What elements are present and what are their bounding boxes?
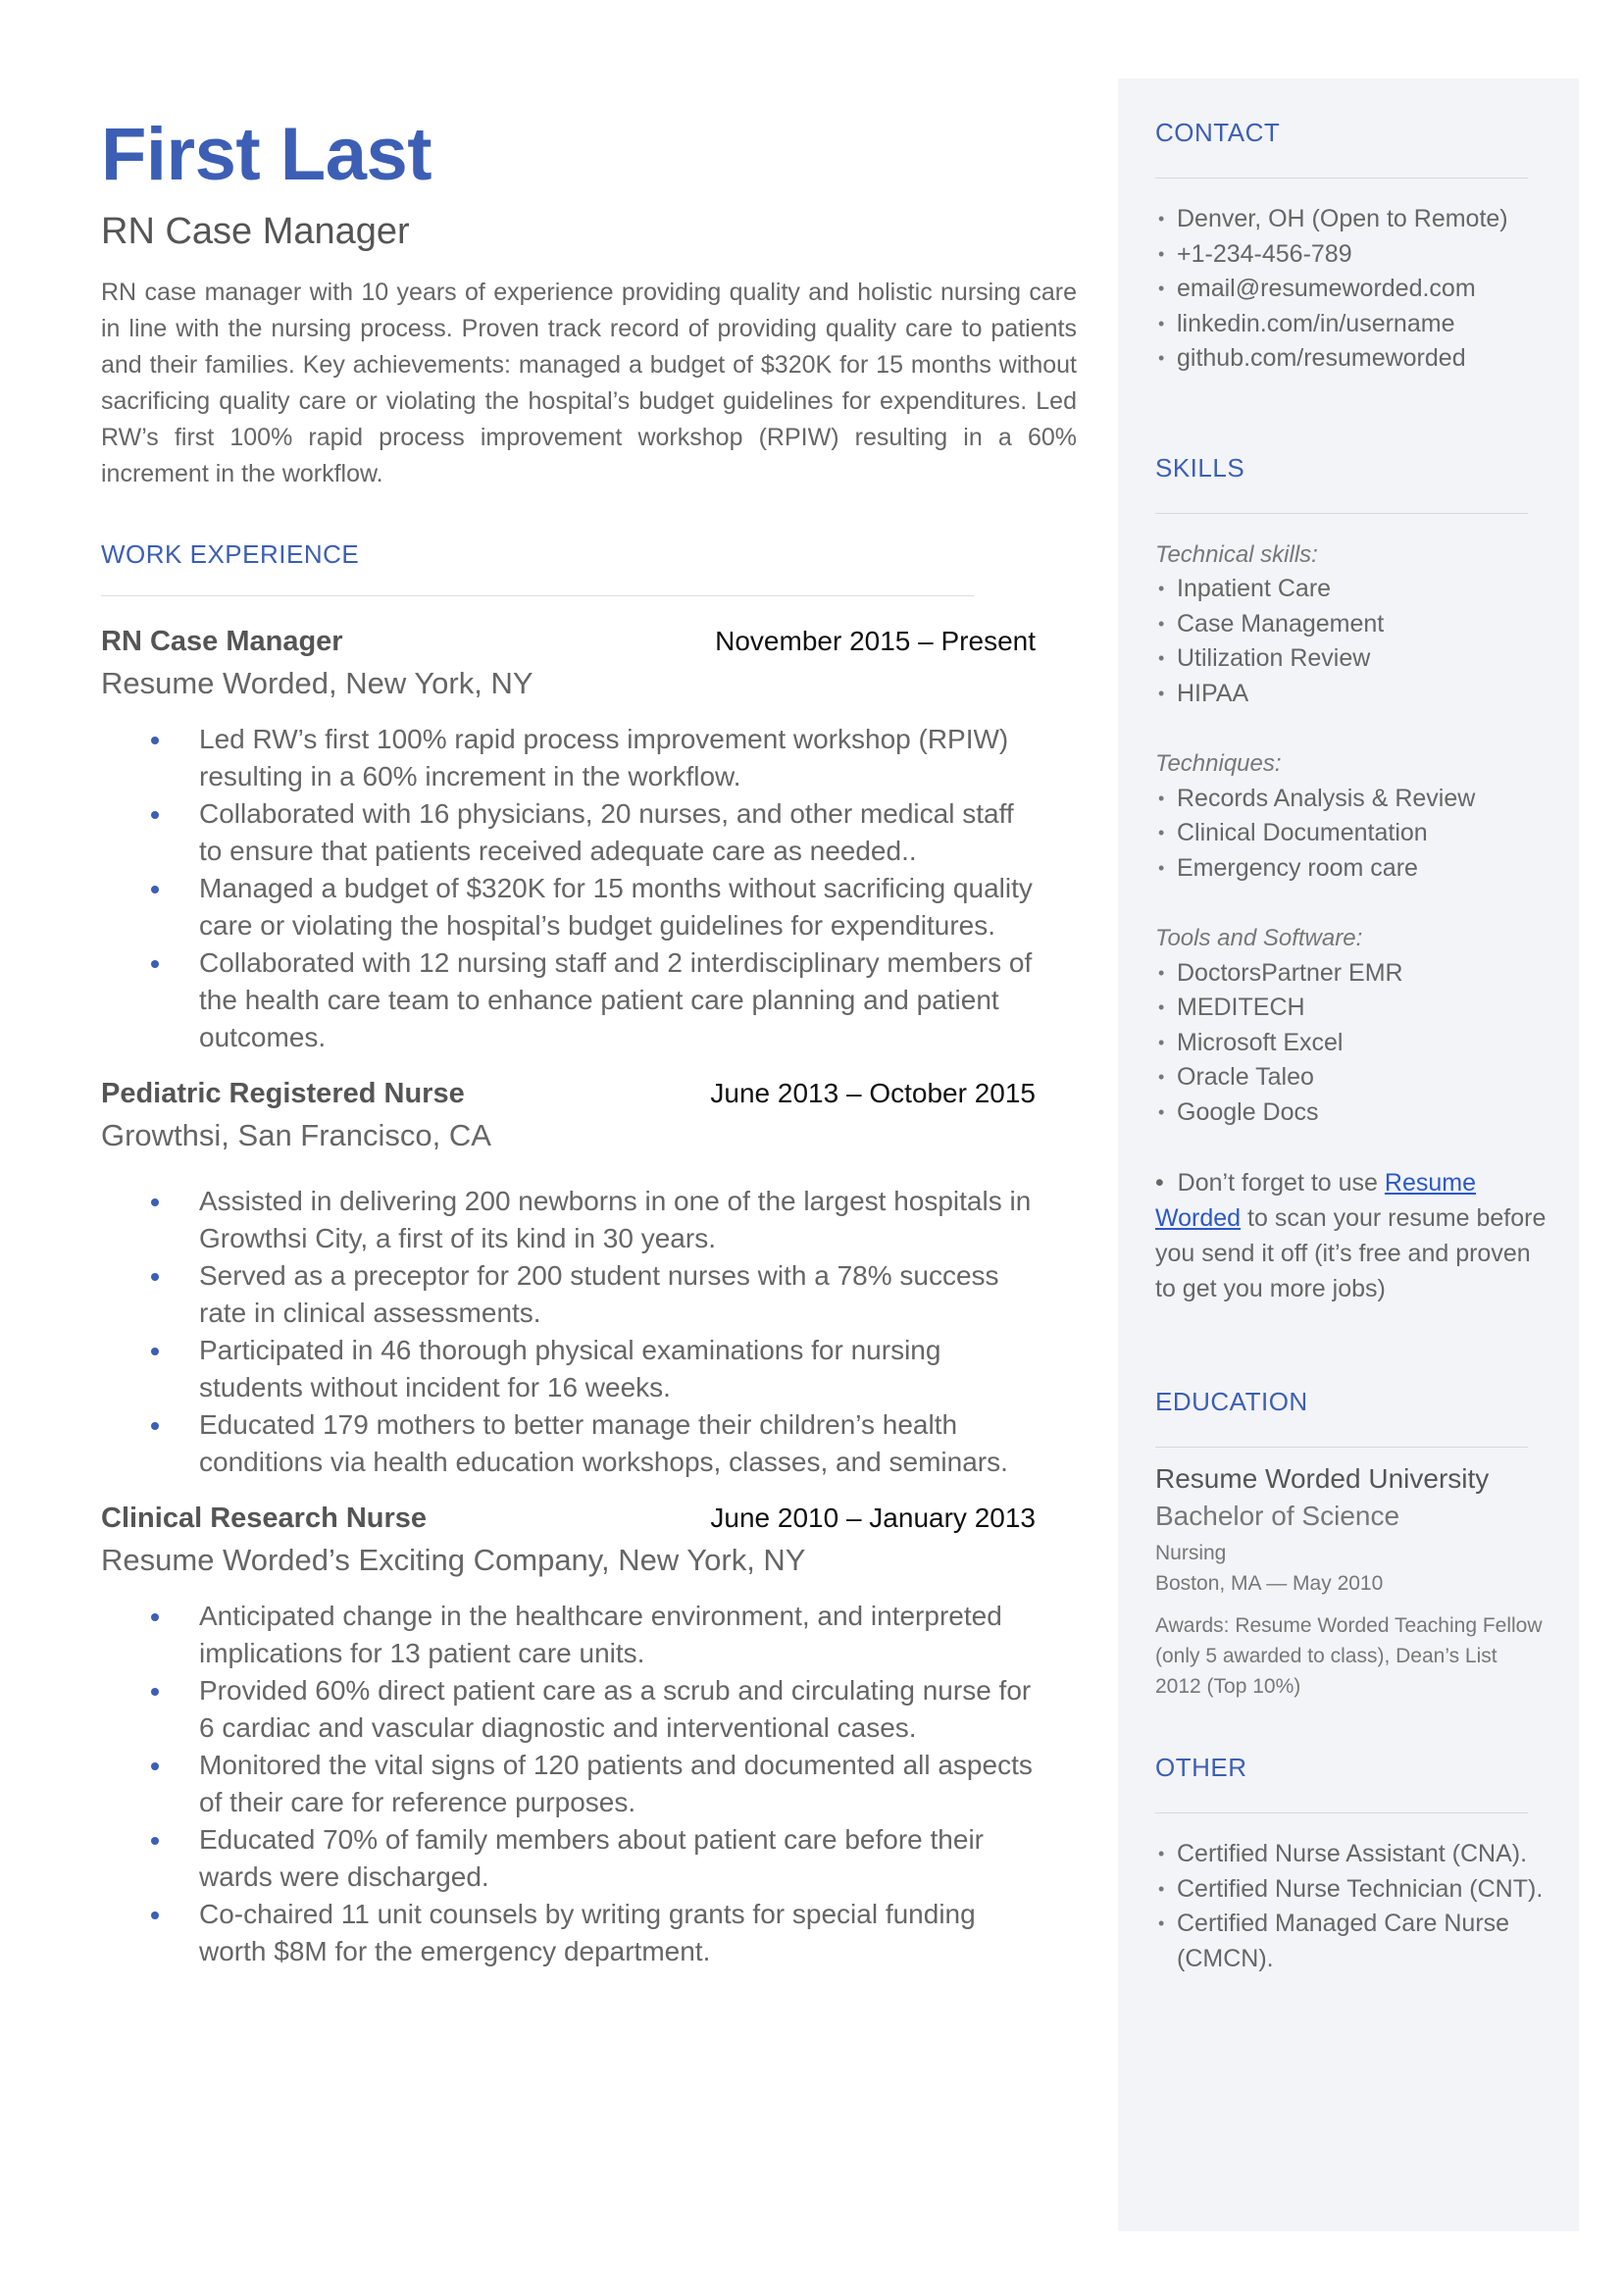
bullet-text: Participated in 46 thorough physical examinations for nursing students without incident for 16 weeks. (199, 1334, 941, 1402)
certification-item (1155, 1907, 1548, 1976)
bullet-icon: • (1158, 1067, 1165, 1087)
bullet-icon: • (1158, 683, 1165, 703)
bullet-icon (151, 1198, 159, 1206)
skill-item (1155, 1060, 1548, 1096)
bullet-item (101, 1183, 1036, 1257)
job-entry-title: Pediatric Registered Nurse (101, 1077, 465, 1109)
job-entry-company: Growthsi, San Francisco, CA (101, 1117, 491, 1152)
bullet-item (101, 1332, 1036, 1406)
education-awards: Awards: Resume Worded Teaching Fellow (only 5 awarded to class), Dean’s List 2012 (Top 10%) (1155, 1614, 1543, 1698)
contact-text: linkedin.com/in/username (1177, 309, 1455, 337)
sidebar (1118, 78, 1579, 2231)
resume-worded-tip (1155, 1165, 1548, 1306)
certification-text: Certified Managed Care Nurse (CMCN). (1177, 1910, 1510, 1972)
bullet-icon (151, 960, 159, 968)
contact-location (1155, 202, 1548, 237)
contact-linkedin (1155, 307, 1548, 342)
contact-heading: CONTACT (1155, 118, 1281, 147)
tip-text: to scan your resume before you send it off (it’s free and proven to get you more jobs) (1155, 1204, 1547, 1302)
skill-item (1155, 782, 1548, 817)
section-divider (1155, 1447, 1528, 1448)
education-field: Nursing (1155, 1542, 1227, 1564)
contact-phone (1155, 237, 1548, 273)
job-entry (101, 1503, 1036, 1970)
bullet-text: Collaborated with 12 nursing staff and 2 interdisciplinary members of the health care team to enhance patient care planning and patient outcomes. (199, 946, 1033, 1052)
skill-text: Records Analysis & Review (1177, 784, 1476, 812)
bullet-icon (151, 1762, 159, 1770)
bullet-text: Collaborated with 16 physicians, 20 nurses, and other medical staff to ensure that patients received adequate care as needed.. (199, 797, 1014, 866)
bullet-icon (151, 1273, 159, 1281)
skill-item (1155, 641, 1548, 677)
skill-text: Microsoft Excel (1177, 1028, 1344, 1056)
bullet-icon: • (1158, 823, 1165, 842)
bullet-text: Co-chaired 11 unit counsels by writing grants for special funding worth $8M for the emergency department. (199, 1898, 976, 1966)
bullet-icon (151, 811, 159, 819)
job-entry-dates: November 2015 – Present (715, 625, 1036, 656)
bullet-icon (151, 1688, 159, 1696)
bullet-icon (151, 737, 159, 744)
job-entry-company: Resume Worded’s Exciting Company, New York, NY (101, 1542, 806, 1577)
skill-item (1155, 607, 1548, 642)
main-column (101, 113, 1077, 1970)
job-entry-company: Resume Worded, New York, NY (101, 665, 533, 700)
skill-item (1155, 956, 1548, 992)
skill-text: Emergency room care (1177, 853, 1418, 882)
skills-group-technical (1155, 537, 1548, 712)
bullet-icon (151, 1912, 159, 1919)
bullet-text: Assisted in delivering 200 newborns in one of the largest hospitals in Growthsi City, a first of its kind in 30 years. (199, 1185, 1032, 1253)
skill-text: Clinical Documentation (1177, 819, 1428, 846)
bullet-text: Served as a preceptor for 200 student nurses with a 78% success rate in clinical assessments. (199, 1259, 999, 1328)
skill-text: DoctorsPartner EMR (1177, 958, 1403, 987)
skill-item (1155, 851, 1548, 887)
skills-heading: SKILLS (1155, 452, 1245, 483)
bullet-item (101, 1257, 1036, 1332)
other-list (1155, 1837, 1548, 1976)
bullet-text: Provided 60% direct patient care as a scrub and circulating nurse for 6 cardiac and vascular diagnostic and interventional cases. (199, 1674, 1032, 1743)
resume-worded-link[interactable]: Resume Worded (1155, 1169, 1476, 1232)
bullet-text: Managed a budget of $320K for 15 months without sacrificing quality care or violating the hospital’s budget guidelines for expenditures. (199, 872, 1033, 941)
bullet-icon: • (1158, 579, 1165, 598)
bullet-item (101, 1672, 1036, 1747)
bullet-item (101, 1821, 1036, 1896)
bullet-text: Monitored the vital signs of 120 patients and documented all aspects of their care for reference purposes. (199, 1749, 1033, 1817)
skill-item (1155, 991, 1548, 1026)
bullet-icon: • (1158, 313, 1165, 333)
job-entry-dates: June 2013 – October 2015 (710, 1077, 1036, 1108)
bullet-icon: • (1158, 1101, 1165, 1122)
bullet-icon: • (1158, 613, 1165, 634)
skill-item (1155, 677, 1548, 712)
skill-text: Oracle Taleo (1177, 1063, 1314, 1091)
bullet-text: Led RW’s first 100% rapid process improvement workshop (RPIW) resulting in a 60% increment in the workflow. (199, 723, 1009, 791)
contact-github (1155, 341, 1548, 377)
bullet-item (101, 1406, 1036, 1481)
certification-item (1155, 1837, 1548, 1872)
job-entry-title: Clinical Research Nurse (101, 1502, 428, 1534)
job-bullets (101, 721, 1036, 1056)
section-divider (1155, 1812, 1528, 1813)
bullet-icon: • (1158, 279, 1165, 298)
bullet-icon: • (1158, 1913, 1165, 1933)
skill-text: Utilization Review (1177, 644, 1371, 672)
section-divider (1155, 513, 1528, 514)
contact-email (1155, 272, 1548, 307)
contact-text: Denver, OH (Open to Remote) (1177, 205, 1508, 232)
skill-text: HIPAA (1177, 679, 1249, 707)
bullet-icon: • (1158, 1844, 1165, 1863)
skills-group-tools (1155, 921, 1548, 1130)
skill-text: Case Management (1177, 609, 1385, 637)
bullet-icon: • (1158, 1878, 1165, 1899)
section-divider (101, 595, 974, 596)
bullet-item (101, 1598, 1036, 1672)
skill-item (1155, 572, 1548, 607)
bullet-item (101, 870, 1036, 944)
job-bullets (101, 1183, 1036, 1481)
contact-text: email@resumeworded.com (1177, 275, 1476, 302)
bullet-icon: • (1158, 648, 1165, 668)
bullet-icon: • (1158, 209, 1165, 229)
education-school: Resume Worded University (1155, 1463, 1490, 1494)
skills-group-label: Technical skills: (1155, 540, 1318, 568)
bullet-icon (151, 1837, 159, 1845)
bullet-icon: • (1158, 1032, 1165, 1052)
summary: RN case manager with 10 years of experience providing quality and holistic nursing care in line with the nursing process. Proven track record of providing quality care to patients and their families. Key achievements: managed a budget of $320K for 15 months without sacrificing quality care or violating the hospital’s budget guidelines for expenditures. Led RW’s first 100% rapid process improvement workshop (RPIW) resulting in a 60% increment in the workflow. (101, 278, 1077, 487)
bullet-icon: • (1158, 962, 1165, 983)
education-heading: EDUCATION (1155, 1387, 1308, 1416)
bullet-icon: • (1158, 857, 1165, 878)
tip-text: Don’t forget to use (1177, 1169, 1385, 1197)
education-location-date: Boston, MA — May 2010 (1155, 1572, 1384, 1595)
contact-list (1155, 202, 1548, 377)
skills-group-label: Techniques: (1155, 750, 1282, 777)
bullet-item (101, 1747, 1036, 1821)
bullet-text: Educated 70% of family members about patient care before their wards were discharged. (199, 1823, 984, 1892)
other-heading: OTHER (1155, 1753, 1247, 1782)
job-title: RN Case Manager (101, 211, 410, 252)
bullet-icon: • (1158, 243, 1165, 264)
job-bullets (101, 1598, 1036, 1970)
contact-text: github.com/resumeworded (1177, 344, 1466, 372)
job-entry-title: RN Case Manager (101, 625, 343, 657)
skill-item (1155, 1096, 1548, 1131)
bullet-item (101, 944, 1036, 1056)
bullet-text: Educated 179 mothers to better manage their children’s health conditions via health education workshops, classes, and seminars. (199, 1408, 1008, 1477)
bullet-item (101, 1896, 1036, 1970)
certification-text: Certified Nurse Assistant (CNA). (1177, 1840, 1528, 1867)
skill-text: Inpatient Care (1177, 575, 1332, 602)
bullet-icon: • (1158, 788, 1165, 808)
skill-text: Google Docs (1177, 1097, 1319, 1126)
certification-text: Certified Nurse Technician (CNT). (1177, 1874, 1544, 1903)
certification-item (1155, 1872, 1548, 1908)
contact-text: +1-234-456-789 (1177, 239, 1352, 268)
bullet-icon (151, 1422, 159, 1430)
skill-item (1155, 1026, 1548, 1061)
bullet-icon: • (1158, 997, 1165, 1017)
skills-group-label: Tools and Software: (1155, 925, 1363, 951)
bullet-icon: • (1158, 348, 1165, 368)
bullet-icon (151, 1348, 159, 1355)
bullet-icon (151, 886, 159, 893)
bullet-text: Anticipated change in the healthcare environment, and interpreted implications for 13 patient care units. (199, 1600, 1002, 1668)
bullet-icon: • (1155, 1169, 1178, 1197)
candidate-name: First Last (101, 113, 432, 196)
skills-group-techniques (1155, 746, 1548, 886)
bullet-icon (151, 1613, 159, 1621)
skill-text: MEDITECH (1177, 994, 1305, 1021)
job-entry (101, 1078, 1036, 1481)
education-degree: Bachelor of Science (1155, 1501, 1400, 1531)
bullet-item (101, 721, 1036, 795)
work-experience-heading: WORK EXPERIENCE (101, 538, 360, 569)
job-entry-dates: June 2010 – January 2013 (710, 1502, 1036, 1533)
skill-item (1155, 816, 1548, 851)
bullet-item (101, 795, 1036, 870)
job-entry (101, 626, 1036, 1056)
